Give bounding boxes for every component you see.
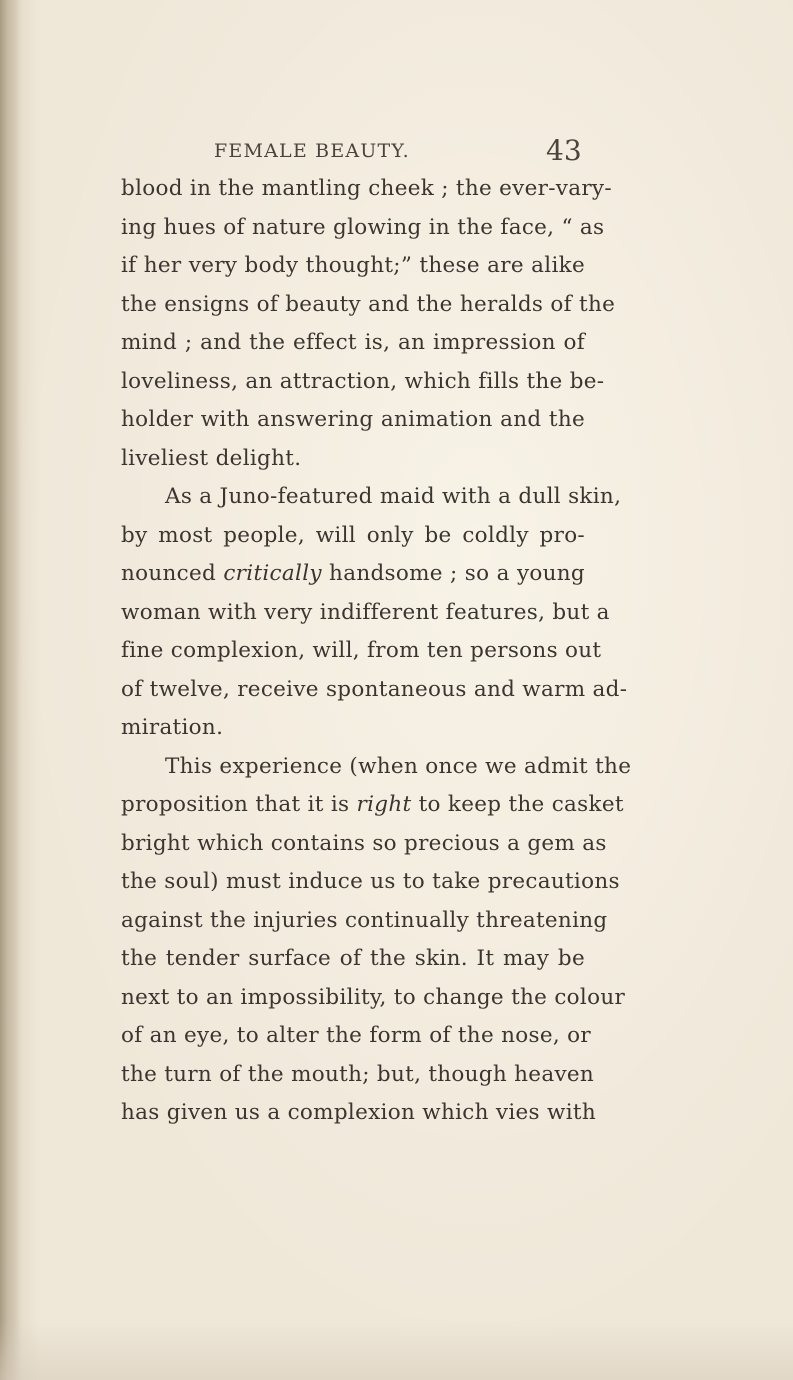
paragraph-first-line: As a Juno-featured maid with a dull skin, — [165, 484, 622, 509]
text-line: fine complexion, will, from ten persons out — [121, 638, 602, 663]
text-line — [121, 555, 585, 594]
text-line: ing hues of nature glowing in the face, “ as — [121, 214, 605, 240]
text-line: if her very body thought;” these are alike — [121, 253, 585, 278]
text-line: against the injuries continually threatening — [121, 907, 608, 933]
text-line: next to an impossibility, to change the colour — [121, 984, 626, 1010]
text-line: the turn of the mouth; but, though heaven — [121, 1061, 595, 1087]
page-bottom-shade — [0, 1320, 793, 1380]
text-run: to keep the casket — [411, 792, 624, 817]
text-run: handsome ; so a young — [321, 561, 585, 586]
text-line: woman with very indifferent features, but a — [121, 599, 610, 625]
text-line: bright which contains so precious a gem as — [121, 830, 607, 856]
text-line: liveliest delight. — [121, 445, 302, 471]
text-line: loveliness, an attraction, which fills the be- — [121, 368, 605, 394]
text-line: by most people, will only be coldly pro- — [121, 522, 585, 548]
text-line: miration. — [121, 715, 224, 740]
text-line: has given us a complexion which vies with — [121, 1100, 596, 1125]
text-line: of twelve, receive spontaneous and warm ad- — [121, 676, 628, 702]
text-line: blood in the mantling cheek ; the ever-vary- — [121, 176, 612, 201]
running-head: FEMALE BEAUTY. — [214, 140, 410, 162]
italic-word: critically — [223, 561, 322, 586]
text-line: of an eye, to alter the form of the nose, or — [121, 1023, 591, 1048]
page-number: 43 — [546, 134, 582, 167]
text-run: nounced — [121, 561, 224, 586]
italic-word: right — [356, 792, 412, 817]
paragraph-first-line: This experience (when once we admit the — [165, 753, 632, 779]
text-line: the ensigns of beauty and the heralds of the — [121, 291, 616, 317]
text-line: holder with answering animation and the — [121, 407, 585, 432]
text-line: the soul) must induce us to take precautions — [121, 869, 620, 894]
text-line: mind ; and the effect is, an impression of — [121, 330, 585, 355]
text-line — [121, 786, 624, 825]
page-header — [0, 134, 793, 174]
text-line: the tender surface of the skin. It may be — [121, 946, 585, 971]
body-text — [121, 170, 632, 1133]
text-run: proposition that it is — [121, 792, 357, 817]
page-gutter-shadow — [0, 0, 22, 1380]
